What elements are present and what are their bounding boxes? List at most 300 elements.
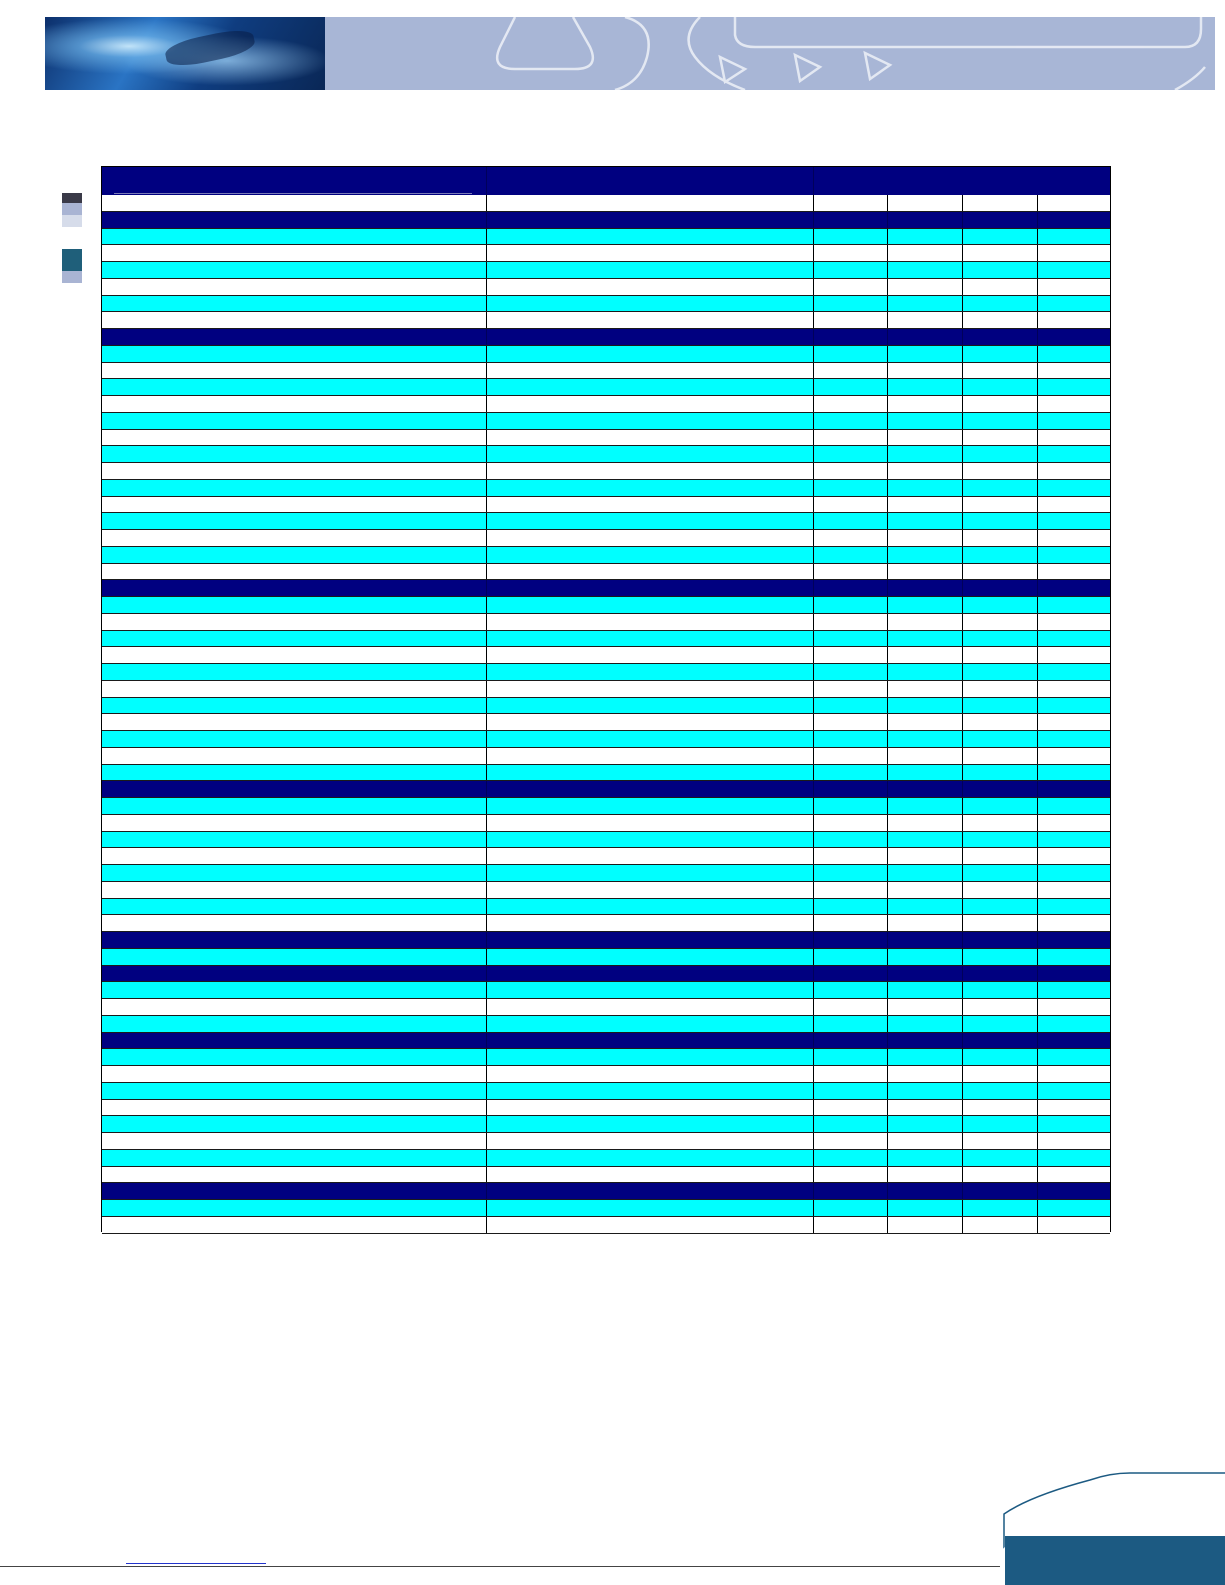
column-divider [1037, 1016, 1038, 1033]
table-row [102, 396, 1110, 413]
column-divider [486, 597, 487, 614]
column-divider [887, 329, 888, 346]
column-divider [962, 396, 963, 413]
table-row [102, 1133, 1110, 1150]
column-divider [486, 966, 487, 983]
column-divider [813, 262, 814, 279]
column-divider [887, 396, 888, 413]
column-divider [887, 664, 888, 681]
table-row [102, 463, 1110, 480]
column-divider [887, 413, 888, 430]
column-divider [962, 513, 963, 530]
column-divider [1037, 497, 1038, 514]
column-divider [887, 614, 888, 631]
table-row [102, 1116, 1110, 1133]
column-divider [1037, 1116, 1038, 1133]
column-divider [486, 1200, 487, 1217]
column-divider [962, 698, 963, 715]
column-divider [887, 882, 888, 899]
column-divider [486, 296, 487, 313]
column-divider [962, 212, 963, 229]
column-divider [486, 513, 487, 530]
column-divider [962, 966, 963, 983]
column-divider [887, 899, 888, 916]
column-divider [962, 329, 963, 346]
table-row [102, 245, 1110, 262]
column-divider [1037, 346, 1038, 363]
column-divider [887, 915, 888, 932]
column-divider [1037, 279, 1038, 296]
column-divider [813, 865, 814, 882]
column-divider [887, 832, 888, 849]
table-row [102, 1100, 1110, 1117]
table-row [102, 865, 1110, 882]
column-divider [962, 346, 963, 363]
column-divider [486, 832, 487, 849]
table-row [102, 982, 1110, 999]
column-divider [486, 1183, 487, 1200]
footer-link[interactable] [126, 1563, 266, 1564]
column-divider [962, 714, 963, 731]
column-divider [1037, 932, 1038, 949]
column-divider [486, 1016, 487, 1033]
column-divider [486, 363, 487, 380]
column-divider [813, 229, 814, 246]
table-row [102, 379, 1110, 396]
column-divider [1037, 229, 1038, 246]
column-divider [486, 714, 487, 731]
column-divider [1037, 1133, 1038, 1150]
column-divider [962, 848, 963, 865]
table-row [102, 899, 1110, 916]
column-divider [1037, 564, 1038, 581]
column-divider [1037, 731, 1038, 748]
column-divider [962, 865, 963, 882]
column-divider [813, 513, 814, 530]
column-divider [486, 195, 487, 212]
table-row [102, 480, 1110, 497]
column-divider [962, 949, 963, 966]
column-divider [813, 480, 814, 497]
column-divider [813, 463, 814, 480]
column-divider [486, 681, 487, 698]
column-divider [887, 1100, 888, 1117]
column-divider [813, 497, 814, 514]
column-divider [486, 781, 487, 798]
column-divider [486, 580, 487, 597]
table-row [102, 1049, 1110, 1066]
column-divider [486, 379, 487, 396]
column-divider [887, 245, 888, 262]
column-divider [813, 781, 814, 798]
column-divider [486, 848, 487, 865]
column-divider [1037, 748, 1038, 765]
column-divider [486, 1083, 487, 1100]
column-divider [962, 1133, 963, 1150]
column-divider [962, 614, 963, 631]
column-divider [813, 999, 814, 1016]
column-divider [887, 480, 888, 497]
column-divider [962, 765, 963, 782]
column-divider [1037, 212, 1038, 229]
section-header-row [102, 1183, 1110, 1200]
specification-table [101, 166, 1111, 1232]
column-divider [486, 329, 487, 346]
column-divider [887, 312, 888, 329]
table-row [102, 1217, 1110, 1234]
table-row [102, 296, 1110, 313]
table-row [102, 647, 1110, 664]
column-divider [887, 229, 888, 246]
column-divider [962, 312, 963, 329]
table-row [102, 195, 1110, 212]
column-divider [962, 245, 963, 262]
column-divider [813, 1016, 814, 1033]
column-divider [962, 664, 963, 681]
column-divider [962, 1150, 963, 1167]
column-divider [887, 647, 888, 664]
column-divider [486, 982, 487, 999]
column-divider [887, 848, 888, 865]
column-divider [887, 262, 888, 279]
column-divider [1037, 815, 1038, 832]
column-divider [962, 647, 963, 664]
column-divider [962, 547, 963, 564]
column-divider [887, 999, 888, 1016]
column-divider [813, 832, 814, 849]
column-divider [1037, 832, 1038, 849]
column-divider [1037, 882, 1038, 899]
column-divider [486, 1116, 487, 1133]
column-divider [1037, 480, 1038, 497]
header-underline [114, 193, 472, 194]
column-divider [887, 597, 888, 614]
column-divider [1037, 781, 1038, 798]
column-divider [1037, 765, 1038, 782]
column-divider [1037, 1033, 1038, 1050]
column-divider [887, 781, 888, 798]
column-divider [887, 1167, 888, 1184]
column-divider [887, 1133, 888, 1150]
column-divider [887, 564, 888, 581]
column-divider [813, 899, 814, 916]
column-divider [813, 681, 814, 698]
column-divider [486, 647, 487, 664]
section-header-row [102, 212, 1110, 229]
column-divider [813, 346, 814, 363]
column-divider [813, 631, 814, 648]
column-divider [1037, 966, 1038, 983]
column-divider [1037, 262, 1038, 279]
column-divider [962, 882, 963, 899]
table-row [102, 765, 1110, 782]
column-divider [1037, 848, 1038, 865]
column-divider [486, 229, 487, 246]
column-divider [962, 1083, 963, 1100]
column-divider [813, 379, 814, 396]
column-divider [1037, 363, 1038, 380]
column-divider [813, 1066, 814, 1083]
column-divider [962, 932, 963, 949]
column-divider [813, 982, 814, 999]
table-row [102, 597, 1110, 614]
column-divider [486, 765, 487, 782]
column-divider [887, 547, 888, 564]
column-divider [1037, 195, 1038, 212]
column-divider [813, 446, 814, 463]
column-divider [1037, 296, 1038, 313]
header-divider [486, 167, 487, 195]
table-row [102, 1200, 1110, 1217]
column-divider [962, 798, 963, 815]
column-divider [962, 279, 963, 296]
column-divider [962, 1167, 963, 1184]
table-row [102, 698, 1110, 715]
section-header-row [102, 329, 1110, 346]
column-divider [1037, 865, 1038, 882]
column-divider [887, 463, 888, 480]
column-divider [486, 413, 487, 430]
column-divider [1037, 899, 1038, 916]
column-divider [813, 714, 814, 731]
column-divider [486, 731, 487, 748]
column-divider [962, 1116, 963, 1133]
table-row [102, 748, 1110, 765]
column-divider [813, 363, 814, 380]
column-divider [813, 1033, 814, 1050]
column-divider [887, 932, 888, 949]
column-divider [962, 781, 963, 798]
column-divider [887, 446, 888, 463]
column-divider [962, 1016, 963, 1033]
column-divider [813, 664, 814, 681]
column-divider [887, 1033, 888, 1050]
table-row [102, 631, 1110, 648]
table-row [102, 547, 1110, 564]
column-divider [486, 1150, 487, 1167]
table-row [102, 798, 1110, 815]
column-divider [887, 530, 888, 547]
column-divider [887, 580, 888, 597]
column-divider [813, 1049, 814, 1066]
column-divider [887, 513, 888, 530]
column-divider [887, 1066, 888, 1083]
column-divider [887, 497, 888, 514]
table-row [102, 530, 1110, 547]
column-divider [887, 1217, 888, 1234]
column-divider [486, 312, 487, 329]
column-divider [813, 580, 814, 597]
column-divider [1037, 413, 1038, 430]
column-divider [962, 832, 963, 849]
table-row [102, 1167, 1110, 1184]
column-divider [1037, 1167, 1038, 1184]
column-divider [962, 748, 963, 765]
column-divider [887, 1116, 888, 1133]
column-divider [1037, 1200, 1038, 1217]
side-marker-teal [62, 249, 82, 283]
table-row [102, 1066, 1110, 1083]
column-divider [813, 748, 814, 765]
column-divider [962, 480, 963, 497]
column-divider [486, 1167, 487, 1184]
column-divider [813, 698, 814, 715]
column-divider [962, 1100, 963, 1117]
column-divider [813, 731, 814, 748]
column-divider [1037, 597, 1038, 614]
column-divider [887, 1183, 888, 1200]
column-divider [813, 329, 814, 346]
section-header-row [102, 966, 1110, 983]
side-marker-dark [62, 193, 82, 227]
column-divider [962, 262, 963, 279]
table-row [102, 312, 1110, 329]
row-divider [102, 1233, 1110, 1234]
column-divider [962, 363, 963, 380]
column-divider [1037, 1083, 1038, 1100]
column-divider [813, 564, 814, 581]
table-row [102, 731, 1110, 748]
table-row [102, 882, 1110, 899]
column-divider [486, 915, 487, 932]
column-divider [962, 1200, 963, 1217]
column-divider [962, 229, 963, 246]
column-divider [962, 296, 963, 313]
column-divider [813, 614, 814, 631]
table-row [102, 832, 1110, 849]
column-divider [962, 815, 963, 832]
column-divider [486, 279, 487, 296]
column-divider [486, 1049, 487, 1066]
table-row [102, 229, 1110, 246]
column-divider [962, 1183, 963, 1200]
table-row [102, 1083, 1110, 1100]
column-divider [962, 1066, 963, 1083]
column-divider [813, 815, 814, 832]
column-divider [1037, 698, 1038, 715]
column-divider [486, 798, 487, 815]
table-row [102, 564, 1110, 581]
column-divider [1037, 664, 1038, 681]
column-divider [486, 899, 487, 916]
column-divider [813, 296, 814, 313]
column-divider [1037, 982, 1038, 999]
column-divider [887, 346, 888, 363]
column-divider [1037, 530, 1038, 547]
column-divider [887, 698, 888, 715]
column-divider [1037, 1183, 1038, 1200]
column-divider [813, 798, 814, 815]
section-header-row [102, 932, 1110, 949]
column-divider [1037, 614, 1038, 631]
column-divider [486, 664, 487, 681]
column-divider [813, 848, 814, 865]
column-divider [486, 949, 487, 966]
column-divider [887, 765, 888, 782]
column-divider [962, 530, 963, 547]
column-divider [486, 564, 487, 581]
column-divider [962, 1049, 963, 1066]
column-divider [486, 932, 487, 949]
column-divider [813, 882, 814, 899]
column-divider [962, 982, 963, 999]
column-divider [1037, 430, 1038, 447]
column-divider [486, 396, 487, 413]
column-divider [486, 430, 487, 447]
column-divider [486, 446, 487, 463]
column-divider [1037, 1100, 1038, 1117]
column-divider [962, 1217, 963, 1234]
column-divider [1037, 312, 1038, 329]
column-divider [1037, 396, 1038, 413]
column-divider [1037, 547, 1038, 564]
column-divider [887, 865, 888, 882]
column-divider [887, 966, 888, 983]
table-row [102, 714, 1110, 731]
column-divider [1037, 949, 1038, 966]
column-divider [486, 815, 487, 832]
column-divider [486, 698, 487, 715]
column-divider [962, 899, 963, 916]
column-divider [887, 195, 888, 212]
column-divider [813, 312, 814, 329]
column-divider [813, 1167, 814, 1184]
column-divider [962, 1033, 963, 1050]
column-divider [962, 597, 963, 614]
table-row [102, 446, 1110, 463]
column-divider [813, 1133, 814, 1150]
table-row [102, 949, 1110, 966]
column-divider [962, 195, 963, 212]
column-divider [486, 346, 487, 363]
column-divider [1037, 1217, 1038, 1234]
column-divider [486, 882, 487, 899]
column-divider [486, 463, 487, 480]
column-divider [887, 631, 888, 648]
column-divider [962, 430, 963, 447]
column-divider [813, 530, 814, 547]
column-divider [887, 1083, 888, 1100]
column-divider [962, 999, 963, 1016]
column-divider [813, 195, 814, 212]
column-divider [1037, 446, 1038, 463]
table-row [102, 497, 1110, 514]
column-divider [486, 1100, 487, 1117]
column-divider [1037, 915, 1038, 932]
column-divider [813, 396, 814, 413]
column-divider [1037, 463, 1038, 480]
table-row [102, 262, 1110, 279]
column-divider [887, 430, 888, 447]
column-divider [887, 748, 888, 765]
table-row [102, 1016, 1110, 1033]
column-divider [813, 245, 814, 262]
column-divider [887, 1200, 888, 1217]
footer-tab-shape [1000, 1468, 1225, 1585]
column-divider [486, 1033, 487, 1050]
column-divider [887, 949, 888, 966]
column-divider [1037, 329, 1038, 346]
table-row [102, 279, 1110, 296]
column-divider [887, 681, 888, 698]
column-divider [887, 815, 888, 832]
column-divider [813, 932, 814, 949]
column-divider [887, 363, 888, 380]
column-divider [962, 463, 963, 480]
table-row [102, 681, 1110, 698]
column-divider [962, 413, 963, 430]
table-row [102, 815, 1110, 832]
